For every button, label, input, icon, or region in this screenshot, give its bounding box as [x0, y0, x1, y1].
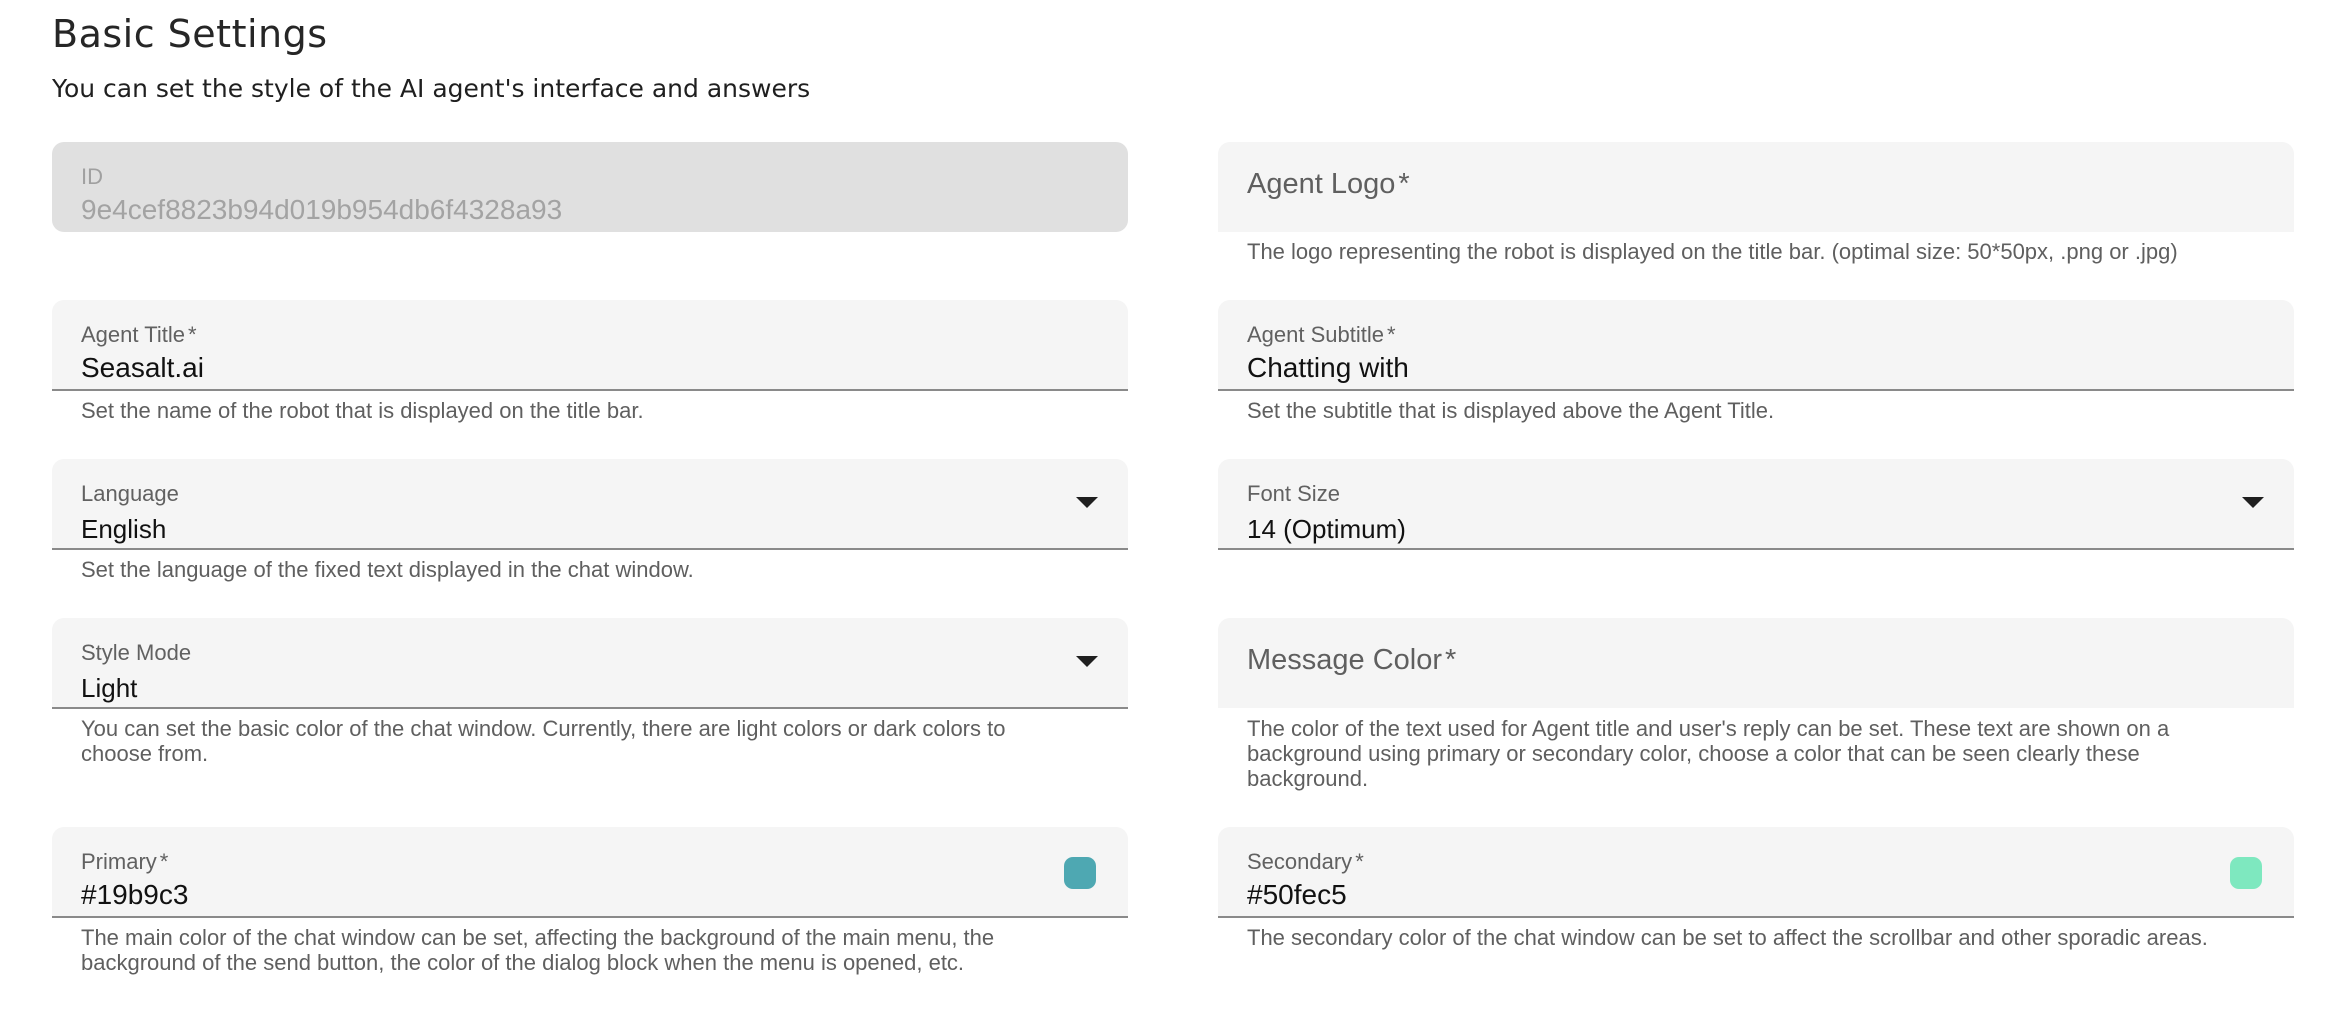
agent-subtitle-input[interactable]: [1218, 300, 2294, 391]
agent-title-value: Seasalt.ai: [81, 352, 204, 383]
dropdown-arrow-icon[interactable]: [1076, 497, 1098, 508]
agent-title-hint: Set the name of the robot that is displayed on the title bar.: [81, 398, 644, 423]
primary-hint: The main color of the chat window can be set, affecting the background of the main menu, the background of the send button, the color of the dialog block when the menu is opened, etc.: [81, 925, 995, 975]
font-size-select[interactable]: [1218, 459, 2294, 550]
style-mode-select[interactable]: [52, 618, 1128, 709]
secondary-color-input[interactable]: [1218, 827, 2294, 918]
agent-logo-field[interactable]: [1218, 142, 2294, 232]
page-title: Basic Settings: [52, 12, 328, 56]
primary-color-swatch[interactable]: [1064, 857, 1096, 889]
secondary-color-swatch[interactable]: [2230, 857, 2262, 889]
dropdown-arrow-icon[interactable]: [2242, 497, 2264, 508]
id-label: ID: [81, 164, 103, 189]
id-value: 9e4cef8823b94d019b954db6f4328a93: [81, 194, 563, 225]
primary-color-input[interactable]: [52, 827, 1128, 918]
secondary-label: Secondary *: [1247, 849, 1364, 874]
agent-subtitle-value: Chatting with: [1247, 352, 1409, 383]
primary-value: #19b9c3: [81, 879, 189, 910]
dropdown-arrow-icon[interactable]: [1076, 656, 1098, 667]
agent-logo-hint: The logo representing the robot is displayed on the title bar. (optimal size: 50*50px, .png or .jpg): [1247, 239, 2178, 264]
language-select[interactable]: [52, 459, 1128, 550]
font-size-value: 14 (Optimum): [1247, 514, 1406, 544]
message-color-field[interactable]: [1218, 618, 2294, 708]
agent-title-input[interactable]: [52, 300, 1128, 391]
font-size-label: Font Size: [1247, 481, 1340, 506]
secondary-value: #50fec5: [1247, 879, 1347, 910]
style-mode-hint: You can set the basic color of the chat window. Currently, there are light colors or dark colors to choose from.: [81, 716, 1006, 766]
message-color-hint: The color of the text used for Agent title and user's reply can be set. These text are shown on a background using primary or secondary color, choose a color that can be seen clearly these background.: [1247, 716, 2170, 791]
secondary-hint: The secondary color of the chat window can be set to affect the scrollbar and other sporadic areas.: [1247, 925, 2208, 950]
agent-subtitle-hint: Set the subtitle that is displayed above the Agent Title.: [1247, 398, 1775, 423]
message-color-label: Message Color *: [1247, 644, 1457, 676]
language-value: English: [81, 514, 167, 544]
style-mode-value: Light: [81, 673, 138, 703]
agent-title-label: Agent Title *: [81, 322, 197, 347]
page-subtitle: You can set the style of the AI agent's interface and answers: [52, 74, 811, 103]
language-hint: Set the language of the fixed text displayed in the chat window.: [81, 557, 694, 582]
style-mode-label: Style Mode: [81, 640, 192, 665]
primary-label: Primary *: [81, 849, 169, 874]
id-field: [52, 142, 1128, 232]
language-label: Language: [81, 481, 179, 506]
agent-logo-label: Agent Logo *: [1247, 168, 1410, 200]
agent-subtitle-label: Agent Subtitle *: [1247, 322, 1396, 347]
